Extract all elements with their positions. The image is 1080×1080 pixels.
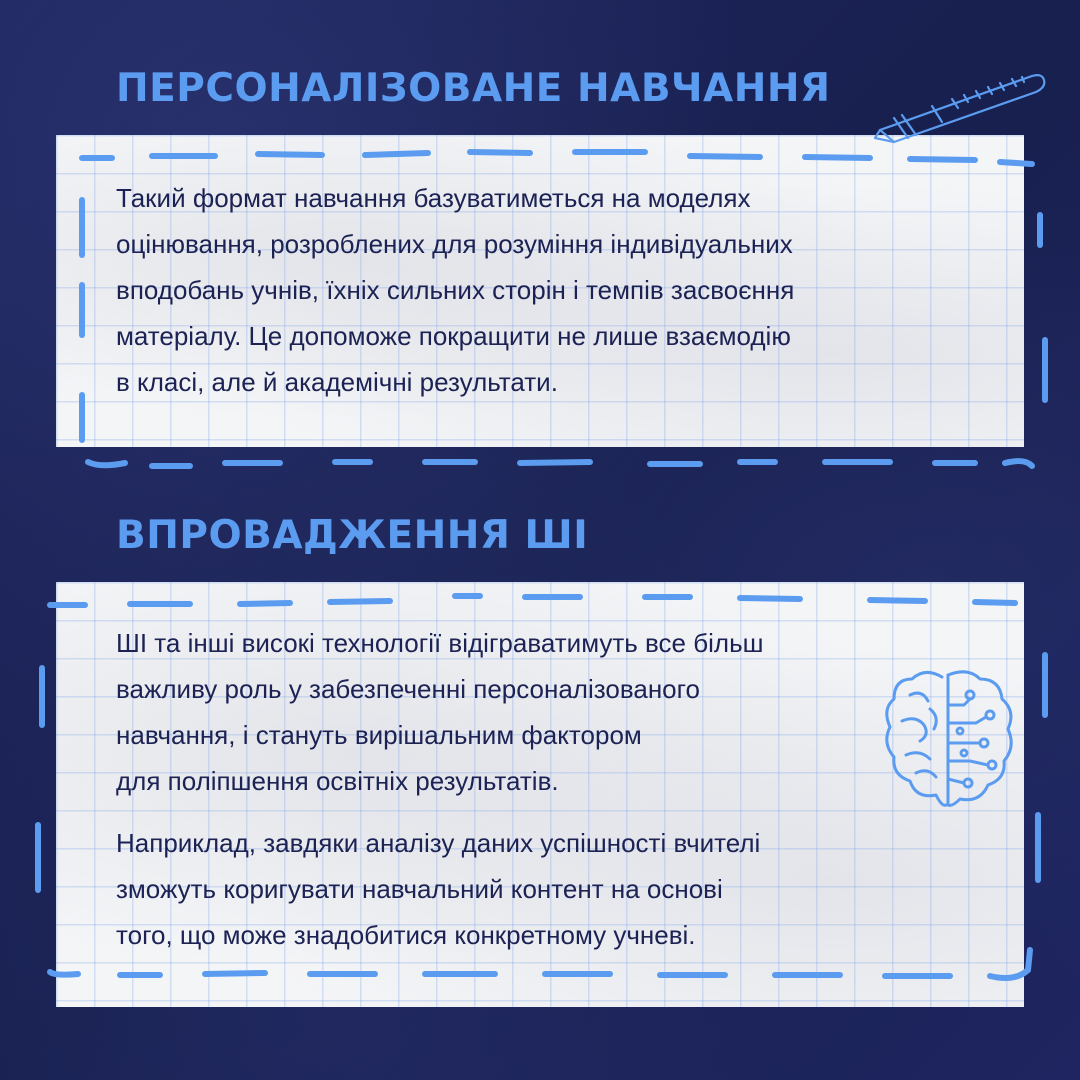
section-2-card [56, 582, 1024, 1007]
pen-icon [872, 68, 1052, 148]
section-2-paragraph-2 [116, 820, 760, 958]
section-1-text [116, 175, 794, 405]
section-2-heading: ВПРОВАДЖЕННЯ ШІ [116, 513, 589, 558]
text-line: в класі, але й академічні результати. [116, 367, 558, 397]
section-1-heading: ПЕРСОНАЛІЗОВАНЕ НАВЧАННЯ [116, 66, 831, 111]
section-2-paragraph-1 [116, 620, 764, 804]
text-line: зможуть коригувати навчальний контент на основі [116, 874, 723, 904]
brain-circuit-icon [880, 665, 1020, 815]
text-line: матеріалу. Це допоможе покращити не лише взаємодію [116, 321, 791, 351]
text-line: навчання, і стануть вирішальним фактором [116, 720, 642, 750]
text-line: вподобань учнів, їхніх сильних сторін і темпів засвоєння [116, 275, 795, 305]
text-line: для поліпшення освітніх результатів. [116, 766, 559, 796]
text-line: важливу роль у забезпеченні персоналізованого [116, 674, 701, 704]
text-line: Такий формат навчання базуватиметься на моделях [116, 183, 751, 213]
text-line: Наприклад, завдяки аналізу даних успішності вчителі [116, 828, 761, 858]
text-line: того, що може знадобитися конкретному учневі. [116, 920, 696, 950]
section-1-card [56, 135, 1024, 447]
text-line: оцінювання, розроблених для розуміння індивідуальних [116, 229, 793, 259]
text-line: ШІ та інші високі технології відіграватимуть все більш [116, 628, 764, 658]
